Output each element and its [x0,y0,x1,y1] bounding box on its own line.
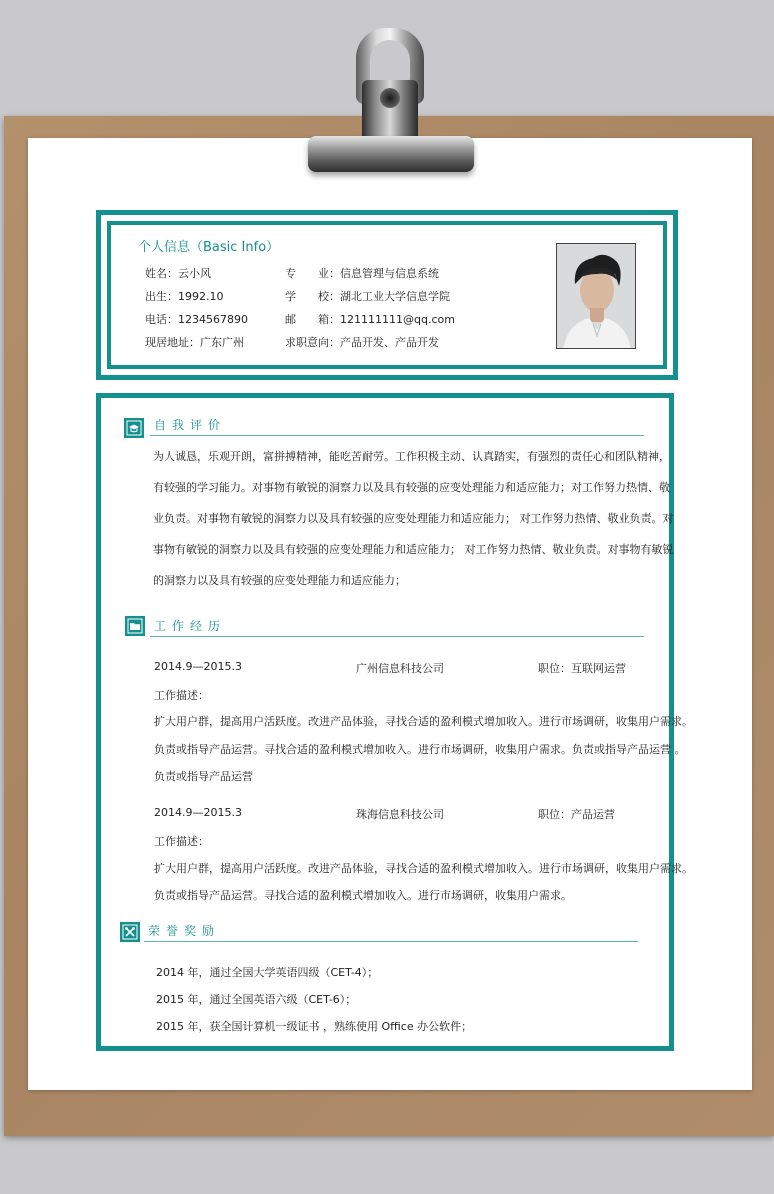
info-address: 现居地址：广东广州 [145,336,244,349]
self-evaluation-line: 业负责。对事物有敏锐的洞察力以及具有较强的应变处理能力和适应能力； 对工作努力热情、敬业负责。对 [153,512,674,525]
info-birth: 出生：1992.10 [145,290,224,303]
job-desc-label: 工作描述： [154,689,209,702]
self-evaluation-line: 事物有敏锐的洞察力以及具有较强的应变处理能力和适应能力； 对工作努力热情、敬业负责。对事物有敏锐 [153,543,674,556]
job-position: 职位：产品运营 [538,808,615,821]
profile-photo [556,243,636,349]
job-company: 珠海信息科技公司 [356,808,444,821]
info-school: 学 校：湖北工业大学信息学院 [285,290,450,303]
tools-icon [120,922,140,942]
work-experience-title: 工作经历 [154,619,227,633]
job-desc-line: 扩大用户群，提高用户活跃度。改进产品体验，寻找合适的盈利模式增加收入。进行市场调研，收集用户需求。 [154,715,693,728]
folder-icon [125,616,145,636]
job-desc-line: 负责或指导产品运营 [154,770,253,783]
graduation-cap-icon [124,418,144,438]
self-evaluation-line: 有较强的学习能力。对事物有敏锐的洞察力以及具有较强的应变处理能力和适应能力；对工作努力热情、敬 [153,481,670,494]
info-job-intention: 求职意向：产品开发、产品开发 [285,336,439,349]
honor-item: 2015 年，获全国计算机一级证书 ，熟练使用 Office 办公软件； [156,1020,473,1033]
honor-item: 2015 年，通过全国英语六级（CET-6）； [156,993,357,1006]
self-evaluation-line: 的洞察力以及具有较强的应变处理能力和适应能力； [153,574,406,587]
work-experience-divider [150,636,644,637]
honor-item: 2014 年，通过全国大学英语四级（CET-4）； [156,966,379,979]
honors-title: 荣誉奖励 [148,924,221,938]
info-phone: 电话：1234567890 [145,313,248,326]
job-desc-line: 扩大用户群，提高用户活跃度。改进产品体验，寻找合适的盈利模式增加收入。进行市场调研，收集用户需求。 [154,862,693,875]
self-evaluation-text [153,443,674,598]
self-evaluation-title: 自我评价 [154,418,227,432]
binder-clip [300,28,480,178]
info-name: 姓名：云小风 [145,267,211,280]
info-major: 专 业：信息管理与信息系统 [285,267,439,280]
self-evaluation-line: 为人诚恳，乐观开朗，富拼搏精神，能吃苦耐劳。工作积极主动、认真踏实，有强烈的责任心和团队精神， [153,450,670,463]
honors-divider [144,941,638,942]
self-evaluation-divider [150,435,644,436]
job-desc-label: 工作描述： [154,835,209,848]
info-email: 邮 箱：121111111@qq.com [285,313,455,326]
basic-info-title: 个人信息（Basic Info） [138,240,280,255]
job-company: 广州信息科技公司 [356,662,444,675]
job-desc-line: 负责或指导产品运营。寻找合适的盈利模式增加收入。进行市场调研，收集用户需求。负责或指导产品运营 。 [154,743,686,756]
job-period: 2014.9—2015.3 [154,660,242,673]
job-period: 2014.9—2015.3 [154,806,242,819]
job-position: 职位：互联网运营 [538,662,626,675]
job-desc-line: 负责或指导产品运营。寻找合适的盈利模式增加收入。进行市场调研，收集用户需求。 [154,889,572,902]
